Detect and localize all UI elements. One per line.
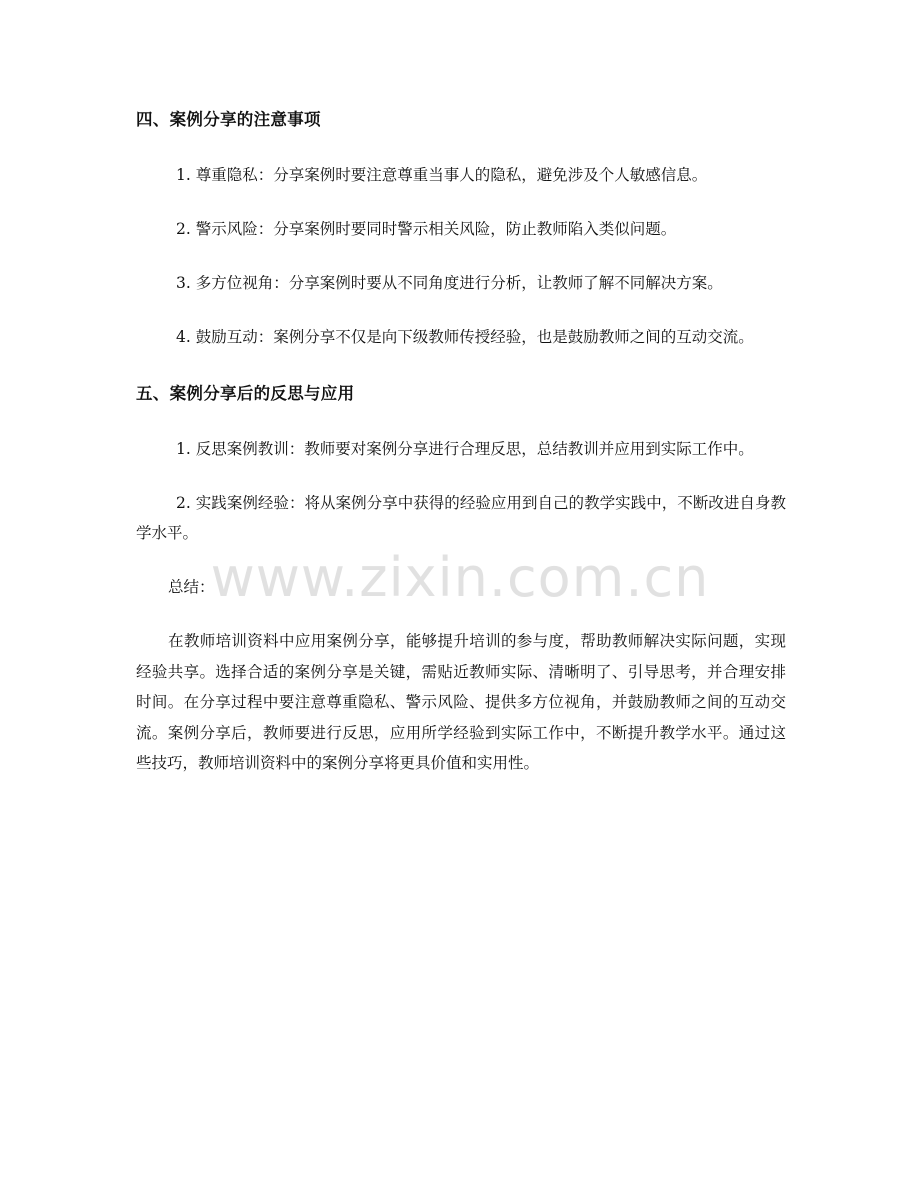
section-5-item-2: 2. 实践案例经验：将从案例分享中获得的经验应用到自己的教学实践中，不断改进自身教学水平。 (136, 494, 786, 542)
summary-body: 在教师培训资料中应用案例分享，能够提升培训的参与度，帮助教师解决实际问题，实现经验共享。选择合适的案例分享是关键，需贴近教师实际、清晰明了、引导思考，并合理安排时间。在分享过程中要注意尊重隐私、警示风险、提供多方位视角，并鼓励教师之间的互动交流。案例分享后，教师要进行反思，应用所学经验到实际工作中，不断提升教学水平。通过这些技巧，教师培训资料中的案例分享将更具价值和实用性。 (136, 632, 786, 772)
watermark: www.zixin.com.cn (210, 546, 710, 609)
summary-label: 总结： (168, 578, 215, 596)
section-4-item-3: 3. 多方位视角：分享案例时要从不同角度进行分析，让教师了解不同解决方案。 (176, 274, 723, 292)
section-4-item-4: 4. 鼓励互动：案例分享不仅是向下级教师传授经验，也是鼓励教师之间的互动交流。 (176, 328, 754, 346)
section-heading-4: 四、案例分享的注意事项 (136, 110, 321, 129)
section-5-item-1: 1. 反思案例教训：教师要对案例分享进行合理反思，总结教训并应用到实际工作中。 (176, 440, 754, 458)
section-4-item-1: 1. 尊重隐私：分享案例时要注意尊重当事人的隐私，避免涉及个人敏感信息。 (176, 166, 708, 184)
section-4-item-2: 2. 警示风险：分享案例时要同时警示相关风险，防止教师陷入类似问题。 (176, 220, 677, 238)
document-content (136, 106, 786, 803)
section-heading-5: 五、案例分享后的反思与应用 (136, 384, 355, 403)
